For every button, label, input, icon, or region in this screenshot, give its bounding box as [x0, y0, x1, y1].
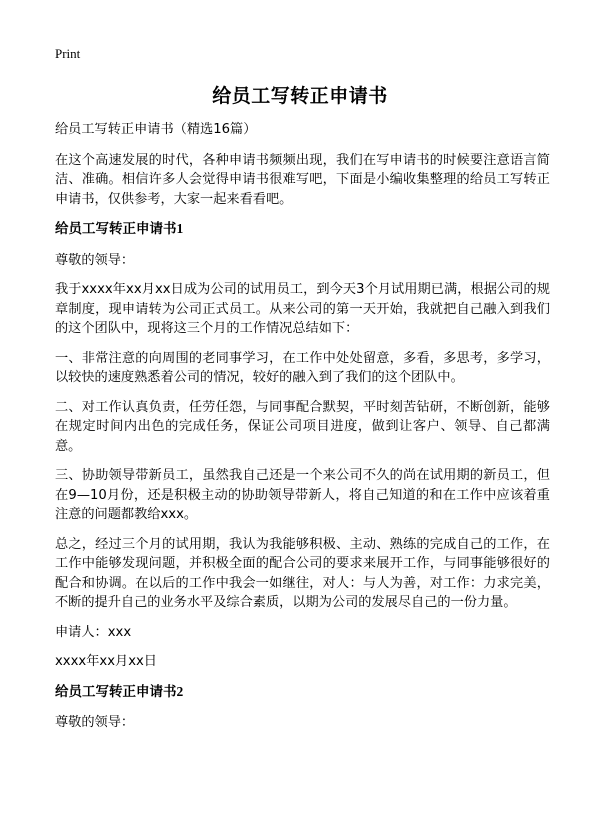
- section-1-paragraph: 三、协助领导带新员工，虽然我自己还是一个来公司不久的尚在试用期的新员工，但在9—10月份，还是积极主动的协助领导带新人，将自己知道的和在工作中应该着重注意的问题都教给xxx。: [55, 468, 550, 522]
- section-2-heading: [55, 682, 550, 703]
- section-1-paragraph: 我于xxxx年xx月xx日成为公司的试用员工，到今天3个月试用期已满，根据公司的规章制度，现申请转为公司正式员工。从来公司的第一天开始，我就把自己融入到我们的这个团队中，现将这三个月的工作情况总结如下：: [55, 282, 550, 336]
- section-1-heading-text: 给员工写转正申请书: [55, 221, 177, 237]
- section-2-salutation: 尊敬的领导：: [55, 715, 135, 730]
- section-1-heading: [55, 219, 550, 240]
- section-1-applicant: 申请人：xxx: [55, 624, 132, 640]
- section-2-number: 2: [176, 683, 184, 699]
- section-1-paragraph: 总之，经过三个月的试用期，我认为我能够积极、主动、熟练的完成自己的工作，在工作中能够发现问题，并积极全面的配合公司的要求来展开工作，与同事能够很好的配合和协调。在以后的工作中我会一如继往，对人：与人为善，对工作：力求完美，不断的提升自己的业务水平及综合素质，以期为公司的发展尽自己的一份力量。: [55, 536, 550, 610]
- print-link[interactable]: Print: [55, 46, 81, 61]
- section-1-number: 1: [176, 221, 184, 236]
- section-1-salutation: 尊敬的领导：: [55, 252, 135, 268]
- document-subtitle: 给员工写转正申请书（精选16篇）: [55, 122, 257, 137]
- section-1-date: xxxx年xx月xx日: [55, 654, 157, 669]
- page-title: 给员工写转正申请书: [212, 85, 388, 107]
- document-body: [55, 120, 550, 743]
- intro-paragraph: 在这个高速发展的时代，各种申请书频频出现，我们在写申请书的时候要注意语言简洁、准确。相信许多人会觉得申请书很难写吧，下面是小编收集整理的给员工写转正申请书，仅供参考，大家一起来看看吧。: [55, 152, 550, 207]
- section-2-heading-text: 给员工写转正申请书: [55, 683, 177, 700]
- section-1-paragraph: 一、非常注意的向周围的老同事学习，在工作中处处留意，多看，多思考，多学习，以较快的速度熟悉着公司的情况，较好的融入到了我们的这个团队中。: [55, 350, 550, 385]
- section-1-paragraph: 二、对工作认真负责，任劳任怨，与同事配合默契，平时刻苦钻研，不断创新，能够在规定时间内出色的完成任务，保证公司项目进度，做到让客户、领导、自己都满意。: [55, 399, 550, 454]
